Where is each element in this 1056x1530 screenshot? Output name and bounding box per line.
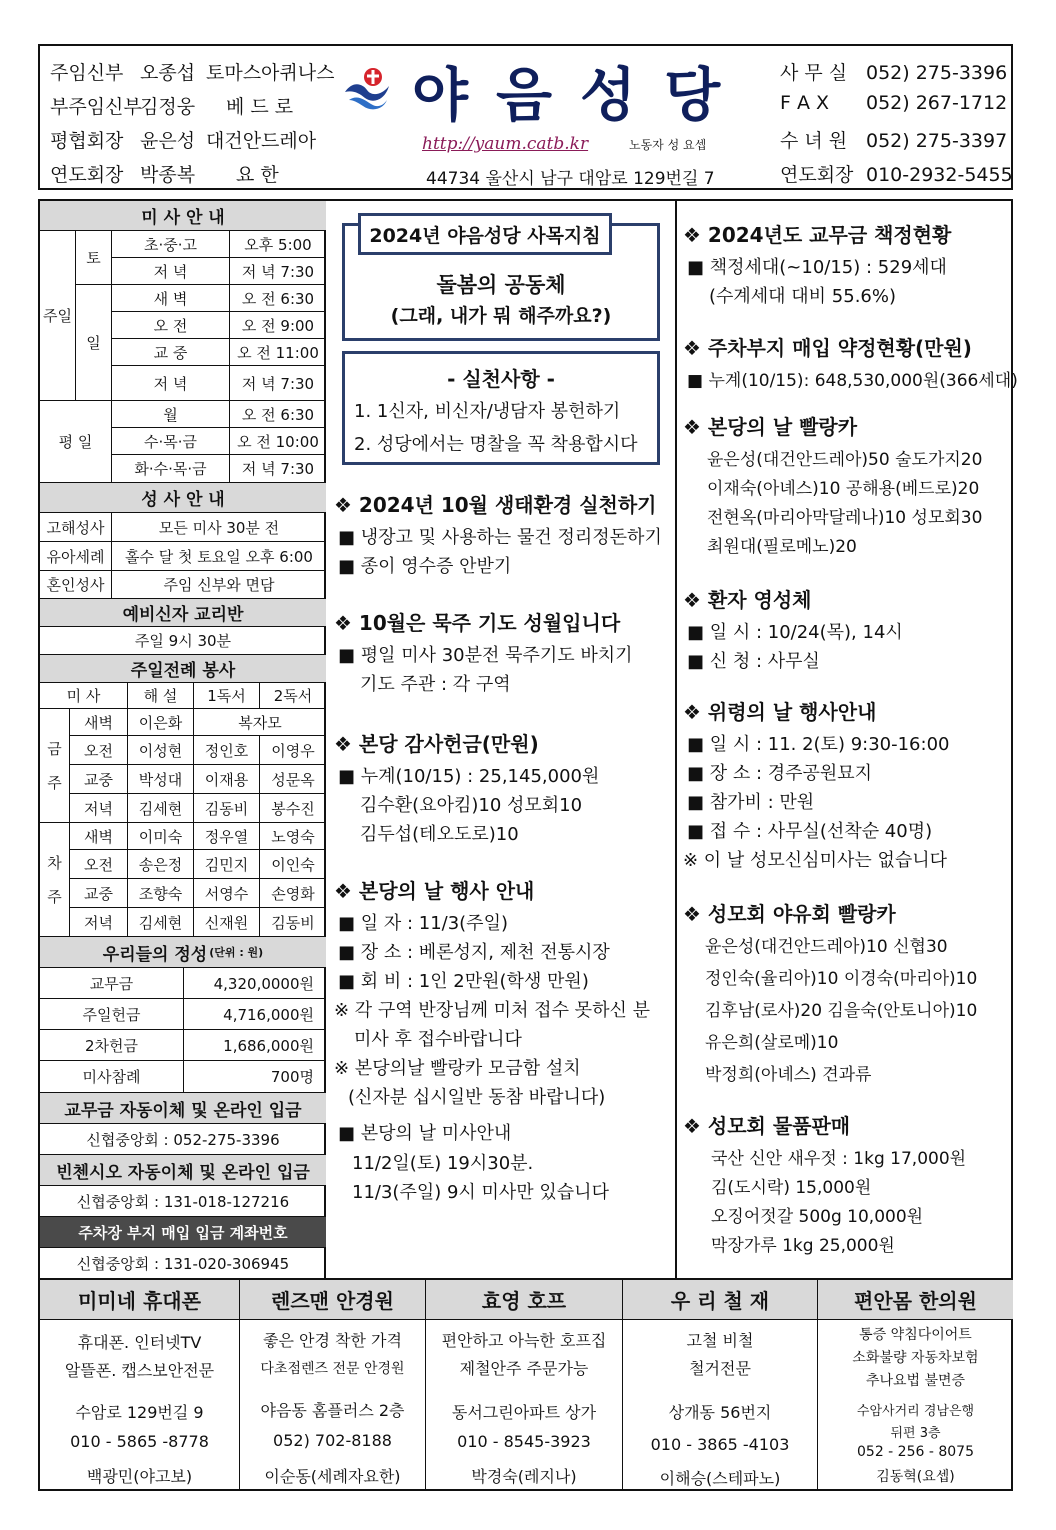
note-line: ※ 이 날 성모신심미사는 없습니다 <box>683 850 948 871</box>
diamond-bullet-icon: ❖ <box>683 223 708 247</box>
section-heading: ❖ 성모회 야유회 빨랑카 <box>683 902 896 926</box>
staff-baptism: 요 한 <box>236 164 279 186</box>
liturgy-reader: 정우열 <box>194 823 260 850</box>
text-line: 윤은성(대건안드레아)50 술도가지20 <box>707 450 983 470</box>
notice-column-middle <box>326 201 675 1278</box>
ad-line: 편안하고 아늑한 호프집 <box>441 1331 607 1350</box>
ad-line: 이해승(스테파노) <box>659 1469 781 1488</box>
staff-name: 오종섭 <box>140 62 196 84</box>
mass-time: 오 전 6:30 <box>230 401 326 428</box>
catechumen-schedule: 주일 9시 30분 <box>40 627 326 655</box>
staff-row <box>50 58 334 85</box>
mass-name: 초·중·고 <box>112 231 230 258</box>
contact-label: 연도회장 <box>780 164 854 186</box>
staff-row <box>50 92 293 119</box>
offering-title-cell <box>40 937 326 968</box>
section-heading: ❖ 2024년도 교무금 책정현황 <box>683 223 952 247</box>
text-line: 전현옥(마리아막달레나)10 성모회30 <box>707 508 983 528</box>
offering-unit: (단위 : 원) <box>209 946 264 959</box>
contact-value: 052) 267-1712 <box>866 92 1008 114</box>
staff-role: 주임신부 <box>50 62 124 84</box>
liturgy-mass: 새벽 <box>70 709 128 736</box>
staff-row <box>50 160 279 187</box>
mass-time: 오 전 9:00 <box>230 312 326 339</box>
text-line: 막장가루 1kg 25,000원 <box>711 1236 895 1256</box>
square-bullet-icon: ■ <box>687 734 710 755</box>
section-heading: ❖ 주차부지 매입 약정현황(만원) <box>683 336 972 360</box>
account-title: 빈첸시오 자동이체 및 온라인 입금 <box>40 1155 326 1186</box>
diamond-bullet-icon: ❖ <box>683 902 708 926</box>
mass-name: 교 중 <box>112 339 230 366</box>
ad-card <box>623 1280 818 1489</box>
ad-name: 렌즈맨 안경원 <box>240 1280 425 1320</box>
contact-label: F A X <box>780 92 830 114</box>
ad-line: 뒤편 3층 <box>890 1426 941 1441</box>
bullet-item: ■ 장 소 : 베론성지, 제천 전통시장 <box>338 942 610 963</box>
sacrament-title: 성 사 안 내 <box>40 483 326 513</box>
section-heading: ❖ 위령의 날 행사안내 <box>683 700 877 724</box>
parish-title: 야음성당 <box>412 61 749 129</box>
text-line: 김두섭(테오도로)10 <box>360 824 519 845</box>
text-line: 오징어젓갈 500g 10,000원 <box>711 1207 924 1227</box>
liturgy-mass: 저녁 <box>70 794 128 823</box>
parish-logo-icon <box>343 66 391 110</box>
liturgy-title: 주일전례 봉사 <box>40 655 326 683</box>
ad-line: 철거전문 <box>689 1359 751 1378</box>
square-bullet-icon: ■ <box>687 821 710 842</box>
ad-name: 편안몸 한의원 <box>818 1280 1013 1320</box>
sacrament-value: 홀수 달 첫 토요일 오후 6:00 <box>112 542 326 571</box>
square-bullet-icon: ■ <box>687 763 710 784</box>
text-line: 유은희(살로메)10 <box>705 1033 839 1053</box>
sacrament-value: 주임 신부와 면담 <box>112 571 326 599</box>
liturgy-header: 해 설 <box>128 683 194 709</box>
square-bullet-icon: ■ <box>338 527 361 548</box>
bullet-item: ■ 일 시 : 10/24(목), 14시 <box>687 622 903 643</box>
pastoral-title: 2024년 야음성당 사목지침 <box>358 213 612 255</box>
bullet-item: ■ 신 청 : 사무실 <box>687 651 820 672</box>
liturgy-commentator: 김세현 <box>128 794 194 823</box>
diamond-bullet-icon: ❖ <box>334 879 359 903</box>
ad-line: 052 - 256 - 8075 <box>857 1444 974 1460</box>
text-line: 김수환(요아킴)10 성모회10 <box>360 795 583 816</box>
bulletin-body <box>38 199 1018 1280</box>
liturgy-reader: 김동비 <box>260 908 326 937</box>
contact-row <box>780 58 1007 85</box>
ad-line: 야음동 홈플러스 2층 <box>260 1401 405 1420</box>
square-bullet-icon: ■ <box>687 371 709 391</box>
liturgy-commentator: 이은화 <box>128 709 194 736</box>
square-bullet-icon: ■ <box>338 971 361 992</box>
weekday-label: 평 일 <box>40 401 112 483</box>
note-line: (신자분 십시일반 동참 바랍니다) <box>348 1087 606 1108</box>
diamond-bullet-icon: ❖ <box>683 588 708 612</box>
pastoral-motto: 돌봄의 공동체 <box>436 273 566 297</box>
practice-item: 1. 1신자, 비신자/냉담자 봉헌하기 <box>354 401 621 422</box>
mass-name: 새 벽 <box>112 285 230 312</box>
this-week-label: 금주 <box>40 709 70 823</box>
mass-time: 오 전 6:30 <box>230 285 326 312</box>
offering-value: 700명 <box>184 1061 326 1093</box>
staff-role: 평협회장 <box>50 130 124 152</box>
section-heading: ❖ 성모회 물품판매 <box>683 1114 851 1138</box>
bullet-item: ■ 평일 미사 30분전 묵주기도 바치기 <box>338 645 633 666</box>
liturgy-header: 미 사 <box>40 683 128 709</box>
diamond-bullet-icon: ❖ <box>683 336 708 360</box>
bullet-item: ■ 참가비 : 만원 <box>687 792 815 813</box>
section-heading: ❖ 본당 감사헌금(만원) <box>334 732 539 756</box>
section-heading: ❖ 환자 영성체 <box>683 588 812 612</box>
mass-time: 오후 5:00 <box>230 231 326 258</box>
account-title: 주차장 부지 매입 입금 계좌번호 <box>40 1217 326 1248</box>
note-line: 미사 후 접수바랍니다 <box>354 1029 522 1050</box>
staff-baptism: 대건안드레아 <box>206 130 317 152</box>
text-line: 김후남(로사)20 김을숙(안토니아)10 <box>705 1001 978 1021</box>
bullet-item: ■ 장 소 : 경주공원묘지 <box>687 763 873 784</box>
ad-line: 고철 비철 <box>686 1331 754 1350</box>
sacrament-value: 모든 미사 30분 전 <box>112 513 326 542</box>
bullet-item: ■ 책정세대(~10/15) : 529세대 <box>687 257 947 278</box>
text-line: 11/3(주일) 9시 미사만 있습니다 <box>352 1182 609 1203</box>
liturgy-mass: 새벽 <box>70 823 128 850</box>
liturgy-mass: 오전 <box>70 736 128 765</box>
liturgy-reader: 이인숙 <box>260 850 326 879</box>
mass-name: 화·수·목·금 <box>112 455 230 483</box>
liturgy-reader: 서영수 <box>194 879 260 908</box>
bullet-item: ■ 본당의 날 미사안내 <box>338 1123 512 1144</box>
schedule-column <box>40 201 326 1278</box>
square-bullet-icon: ■ <box>687 622 710 643</box>
liturgy-reader: 손영화 <box>260 879 326 908</box>
liturgy-commentator: 김세현 <box>128 908 194 937</box>
parish-address: 44734 울산시 남구 대암로 129번길 7 <box>426 169 715 189</box>
bullet-item: ■ 종이 영수증 안받기 <box>338 556 512 577</box>
staff-row <box>50 126 316 153</box>
ad-line: 추나요법 불면증 <box>865 1373 966 1389</box>
contact-value: 010-2932-5455 <box>866 164 1013 186</box>
mass-name: 월 <box>112 401 230 428</box>
mass-name: 저 녁 <box>112 366 230 401</box>
mass-time: 저 녁 7:30 <box>230 366 326 401</box>
diamond-bullet-icon: ❖ <box>683 1114 708 1138</box>
ad-card <box>818 1280 1013 1489</box>
text-line: 김(도시락) 15,000원 <box>711 1178 872 1198</box>
liturgy-commentator: 조향숙 <box>128 879 194 908</box>
ad-line: 동서그린아파트 상가 <box>451 1403 597 1422</box>
liturgy-commentator: 송은정 <box>128 850 194 879</box>
liturgy-reader: 성문옥 <box>260 765 326 794</box>
note-line: ※ 본당의날 빨랑카 모금함 설치 <box>334 1058 581 1079</box>
ad-line: 010 - 5865 -8778 <box>70 1432 209 1451</box>
square-bullet-icon: ■ <box>687 257 710 278</box>
account-title: 교무금 자동이체 및 온라인 입금 <box>40 1093 326 1124</box>
text-line: 정인숙(율리아)10 이경숙(마리아)10 <box>705 969 978 989</box>
account-number: 신협중앙회 : 131-018-127216 <box>40 1186 326 1217</box>
square-bullet-icon: ■ <box>338 1123 361 1144</box>
ad-line: 휴대폰. 인터넷TV <box>77 1333 202 1352</box>
saturday-label: 토 <box>76 231 112 285</box>
bullet-item: ■ 일 자 : 11/3(주일) <box>338 913 508 934</box>
ad-line: 김동혁(요셉) <box>876 1469 955 1485</box>
liturgy-reader: 복자모 <box>194 709 326 736</box>
offering-title: 우리들의 정성 <box>102 944 208 965</box>
pastoral-motto-sub: (그래, 내가 뭐 해주까요?) <box>390 305 612 327</box>
liturgy-reader: 김민지 <box>194 850 260 879</box>
liturgy-commentator: 박성대 <box>128 765 194 794</box>
bullet-item: ■ 누계(10/15) : 25,145,000원 <box>338 766 600 787</box>
liturgy-reader: 이재용 <box>194 765 260 794</box>
staff-baptism: 베 드 로 <box>226 96 294 118</box>
bullet-item: ■ 누계(10/15): 648,530,000원(366세대) <box>687 371 1018 391</box>
square-bullet-icon: ■ <box>338 766 361 787</box>
contact-row <box>780 126 1007 153</box>
sacrament-label: 고해성사 <box>40 513 112 542</box>
masthead <box>38 44 1013 190</box>
staff-name: 윤은성 <box>140 130 196 152</box>
square-bullet-icon: ■ <box>687 651 710 672</box>
ad-name: 우 리 철 재 <box>623 1280 817 1320</box>
mass-time: 오 전 11:00 <box>230 339 326 366</box>
practice-item: 2. 성당에서는 명찰을 꼭 착용합시다 <box>354 434 638 455</box>
liturgy-reader: 정인호 <box>194 736 260 765</box>
offering-label: 주일헌금 <box>40 999 184 1030</box>
ad-line: 010 - 3865 -4103 <box>650 1435 790 1454</box>
diamond-bullet-icon: ❖ <box>334 732 359 756</box>
bullet-item: ■ 회 비 : 1인 2만원(학생 만원) <box>338 971 589 992</box>
bullet-item: ■ 접 수 : 사무실(선착순 40명) <box>687 821 933 842</box>
staff-role: 연도회장 <box>50 164 124 186</box>
next-week-label: 차주 <box>40 823 70 937</box>
ad-card <box>240 1280 426 1489</box>
contact-label: 사 무 실 <box>780 62 848 84</box>
catechumen-title: 예비신자 교리반 <box>40 599 326 627</box>
ad-line: 알뜰폰. 캡스보안전문 <box>64 1361 215 1380</box>
text-line: (수계세대 대비 55.6%) <box>709 286 896 307</box>
sunday-day-label: 일 <box>76 285 112 401</box>
ad-line: 좋은 안경 착한 가격 <box>263 1331 402 1350</box>
liturgy-mass: 교중 <box>70 765 128 794</box>
note-line: ※ 각 구역 반장님께 미처 접수 못하신 분 <box>334 1000 650 1021</box>
mass-title: 미 사 안 내 <box>40 201 326 231</box>
liturgy-mass: 교중 <box>70 879 128 908</box>
liturgy-reader: 이영우 <box>260 736 326 765</box>
text-line: 최원대(필로메노)20 <box>707 537 857 557</box>
mass-time: 저 녁 7:30 <box>230 455 326 483</box>
section-heading: ❖ 본당의 날 행사 안내 <box>334 879 535 903</box>
liturgy-reader: 신재원 <box>194 908 260 937</box>
advertisements <box>38 1280 1013 1491</box>
ad-line: 052) 702-8188 <box>273 1431 392 1450</box>
square-bullet-icon: ■ <box>687 792 710 813</box>
practice-title: - 실천사항 - <box>447 367 555 391</box>
liturgy-reader: 김동비 <box>194 794 260 823</box>
mass-time: 저 녁 7:30 <box>230 258 326 285</box>
mass-name: 수·목·금 <box>112 428 230 455</box>
ad-line: 수암사거리 경남은행 <box>856 1404 975 1419</box>
website-link[interactable]: http://yaum.catb.kr <box>422 134 589 154</box>
bullet-item: ■ 냉장고 및 사용하는 물건 정리정돈하기 <box>338 527 662 548</box>
bullet-item: ■ 일 시 : 11. 2(토) 9:30-16:00 <box>687 734 950 755</box>
square-bullet-icon: ■ <box>338 645 361 666</box>
liturgy-header: 1독서 <box>194 683 260 709</box>
offering-value: 1,686,000원 <box>184 1030 326 1061</box>
section-heading: ❖ 본당의 날 빨랑카 <box>683 415 858 439</box>
notice-column-right <box>675 201 1018 1278</box>
section-heading: ❖ 2024년 10월 생태환경 실천하기 <box>334 493 657 517</box>
sacrament-label: 혼인성사 <box>40 571 112 599</box>
text-line: 기도 주관 : 각 구역 <box>360 674 511 695</box>
ad-card <box>40 1280 240 1489</box>
diamond-bullet-icon: ❖ <box>683 700 708 724</box>
ad-line: 이순동(세례자요한) <box>264 1467 401 1486</box>
ad-line: 상개동 56번지 <box>668 1403 772 1422</box>
square-bullet-icon: ■ <box>338 556 361 577</box>
staff-role: 부주임신부 <box>50 96 142 118</box>
contact-value: 052) 275-3397 <box>866 130 1008 152</box>
mass-name: 오 전 <box>112 312 230 339</box>
text-line: 박정희(아녜스) 견과류 <box>705 1065 872 1085</box>
contact-value: 052) 275-3396 <box>866 62 1008 84</box>
contact-row <box>780 160 1013 187</box>
contact-label: 수 녀 원 <box>780 130 848 152</box>
ad-name: 효영 호프 <box>426 1280 622 1320</box>
contact-row <box>780 92 1007 114</box>
mass-time: 오 전 10:00 <box>230 428 326 455</box>
liturgy-reader: 노영숙 <box>260 823 326 850</box>
staff-name: 김정웅 <box>140 96 196 118</box>
ad-line: 수암로 129번길 9 <box>75 1403 204 1422</box>
liturgy-commentator: 이성현 <box>128 736 194 765</box>
ad-line: 박경숙(레지나) <box>471 1467 577 1486</box>
diamond-bullet-icon: ❖ <box>334 493 359 517</box>
liturgy-commentator: 이미숙 <box>128 823 194 850</box>
ad-line: 백광민(야고보) <box>86 1467 193 1486</box>
liturgy-mass: 오전 <box>70 850 128 879</box>
square-bullet-icon: ■ <box>338 913 361 934</box>
sacrament-label: 유아세례 <box>40 542 112 571</box>
diamond-bullet-icon: ❖ <box>683 415 708 439</box>
ad-line: 통증 약침다이어트 <box>859 1327 972 1343</box>
offering-value: 4,716,000원 <box>184 999 326 1030</box>
staff-name: 박종복 <box>140 164 196 186</box>
ad-line: 소화불량 자동차보험 <box>852 1350 979 1366</box>
square-bullet-icon: ■ <box>338 942 361 963</box>
offering-label: 교무금 <box>40 968 184 999</box>
ad-line: 제철안주 주문가능 <box>459 1359 589 1378</box>
mass-name: 저 녁 <box>112 258 230 285</box>
ad-line: 010 - 8545-3923 <box>457 1432 591 1451</box>
offering-label: 미사참례 <box>40 1061 184 1093</box>
ad-line: 다초점렌즈 전문 안경원 <box>260 1361 405 1377</box>
patron-saint: 노동자 성 요셉 <box>629 138 707 152</box>
liturgy-reader: 봉수진 <box>260 794 326 823</box>
account-number: 신협중앙회 : 052-275-3396 <box>40 1124 326 1155</box>
sunday-label: 주일 <box>40 231 76 401</box>
text-line: 윤은성(대건안드레아)10 신협30 <box>705 937 948 957</box>
section-heading: ❖ 10월은 묵주 기도 성월입니다 <box>334 611 621 635</box>
offering-value: 4,320,0000원 <box>184 968 326 999</box>
staff-baptism: 토마스아퀴나스 <box>206 62 335 84</box>
ad-name: 미미네 휴대폰 <box>40 1280 239 1320</box>
account-number: 신협중앙회 : 131-020-306945 <box>76 1254 290 1273</box>
diamond-bullet-icon: ❖ <box>334 611 359 635</box>
text-line: 11/2일(토) 19시30분. <box>352 1153 534 1174</box>
offering-label: 2차헌금 <box>40 1030 184 1061</box>
liturgy-mass: 저녁 <box>70 908 128 937</box>
ad-card <box>426 1280 623 1489</box>
text-line: 국산 신안 새우젓 : 1kg 17,000원 <box>711 1149 967 1169</box>
liturgy-header: 2독서 <box>260 683 326 709</box>
text-line: 이재숙(아녜스)10 공해용(베드로)20 <box>707 479 980 499</box>
